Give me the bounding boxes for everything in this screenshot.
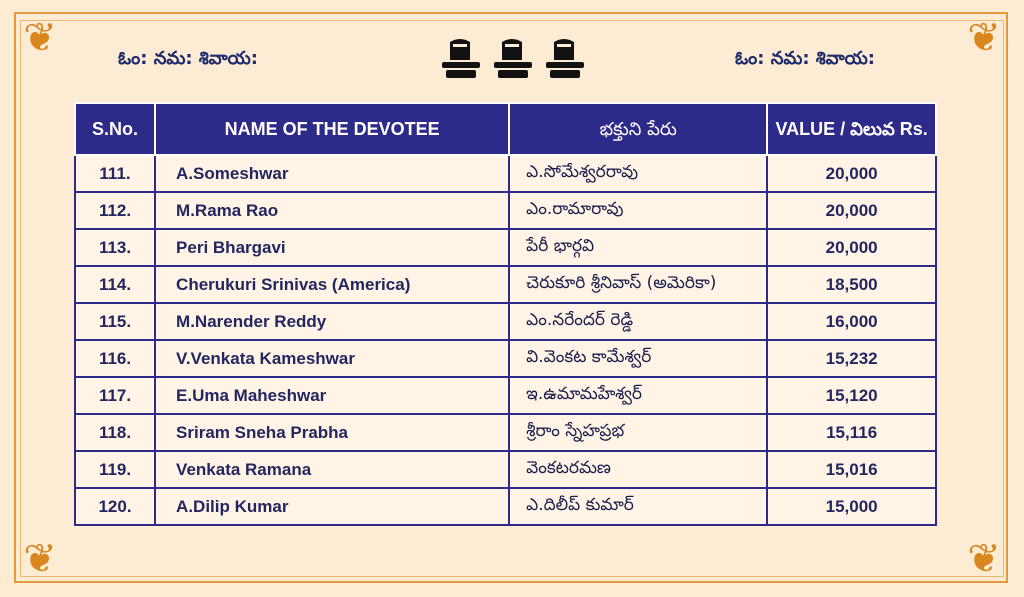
cell-value: 20,000 <box>767 155 936 192</box>
cell-name: M.Rama Rao <box>155 192 509 229</box>
cell-telugu: వెంకటరమణ <box>509 451 767 488</box>
cell-value: 18,500 <box>767 266 936 303</box>
cell-telugu: పేరీ భార్గవి <box>509 229 767 266</box>
mantra-left: ఓం: నమ: శివాయ: <box>118 48 259 69</box>
table-row <box>75 266 936 303</box>
floral-corner-icon: ❦ <box>23 15 57 61</box>
donor-table <box>74 102 937 526</box>
cell-sno: 113. <box>75 229 155 266</box>
cell-telugu: వి.వెంకట కామేశ్వర్ <box>509 340 767 377</box>
cell-sno: 119. <box>75 451 155 488</box>
floral-corner-icon: ❦ <box>967 15 1001 61</box>
cell-name: A.Dilip Kumar <box>155 488 509 525</box>
cell-value: 20,000 <box>767 229 936 266</box>
table-row <box>75 414 936 451</box>
mantra-right: ఓం: నమ: శివాయ: <box>735 48 876 69</box>
table-row <box>75 229 936 266</box>
cell-telugu: చెరుకూరి శ్రీనివాస్ (అమెరికా) <box>509 266 767 303</box>
cell-telugu: ఎం.నరేందర్ రెడ్డి <box>509 303 767 340</box>
table-row <box>75 192 936 229</box>
floral-corner-icon: ❦ <box>967 536 1001 582</box>
cell-value: 16,000 <box>767 303 936 340</box>
cell-value: 20,000 <box>767 192 936 229</box>
cell-value: 15,016 <box>767 451 936 488</box>
cell-name: A.Someshwar <box>155 155 509 192</box>
floral-corner-icon: ❦ <box>23 536 57 582</box>
cell-sno: 112. <box>75 192 155 229</box>
table-row <box>75 377 936 414</box>
cell-value: 15,000 <box>767 488 936 525</box>
column-header-name: NAME OF THE DEVOTEE <box>155 103 509 155</box>
cell-name: M.Narender Reddy <box>155 303 509 340</box>
column-header-telugu-name: భక్తుని పేరు <box>509 103 767 155</box>
cell-sno: 116. <box>75 340 155 377</box>
cell-sno: 115. <box>75 303 155 340</box>
cell-sno: 111. <box>75 155 155 192</box>
cell-name: E.Uma Maheshwar <box>155 377 509 414</box>
cell-value: 15,120 <box>767 377 936 414</box>
cell-name: Venkata Ramana <box>155 451 509 488</box>
table-header-row <box>75 103 936 155</box>
cell-telugu: ఎం.రామారావు <box>509 192 767 229</box>
cell-value: 15,232 <box>767 340 936 377</box>
cell-sno: 118. <box>75 414 155 451</box>
shivalingam-group <box>440 38 585 80</box>
shivalingam-icon <box>546 39 584 78</box>
cell-telugu: ఎ.సోమేశ్వరరావు <box>509 155 767 192</box>
cell-name: Cherukuri Srinivas (America) <box>155 266 509 303</box>
cell-telugu: శ్రీరాం స్నేహప్రభ <box>509 414 767 451</box>
cell-sno: 120. <box>75 488 155 525</box>
cell-telugu: ఇ.ఉమామహేశ్వర్ <box>509 377 767 414</box>
cell-value: 15,116 <box>767 414 936 451</box>
cell-sno: 117. <box>75 377 155 414</box>
table-row <box>75 155 936 192</box>
cell-name: Sriram Sneha Prabha <box>155 414 509 451</box>
cell-sno: 114. <box>75 266 155 303</box>
column-header-value: VALUE / విలువ Rs. <box>767 103 936 155</box>
cell-name: V.Venkata Kameshwar <box>155 340 509 377</box>
table-row <box>75 340 936 377</box>
cell-name: Peri Bhargavi <box>155 229 509 266</box>
shivalingam-icon <box>494 39 532 78</box>
shivalingam-icon <box>442 39 480 78</box>
table-row <box>75 488 936 525</box>
column-header-sno: S.No. <box>75 103 155 155</box>
table-row <box>75 451 936 488</box>
table-row <box>75 303 936 340</box>
cell-telugu: ఎ.దిలీప్ కుమార్ <box>509 488 767 525</box>
